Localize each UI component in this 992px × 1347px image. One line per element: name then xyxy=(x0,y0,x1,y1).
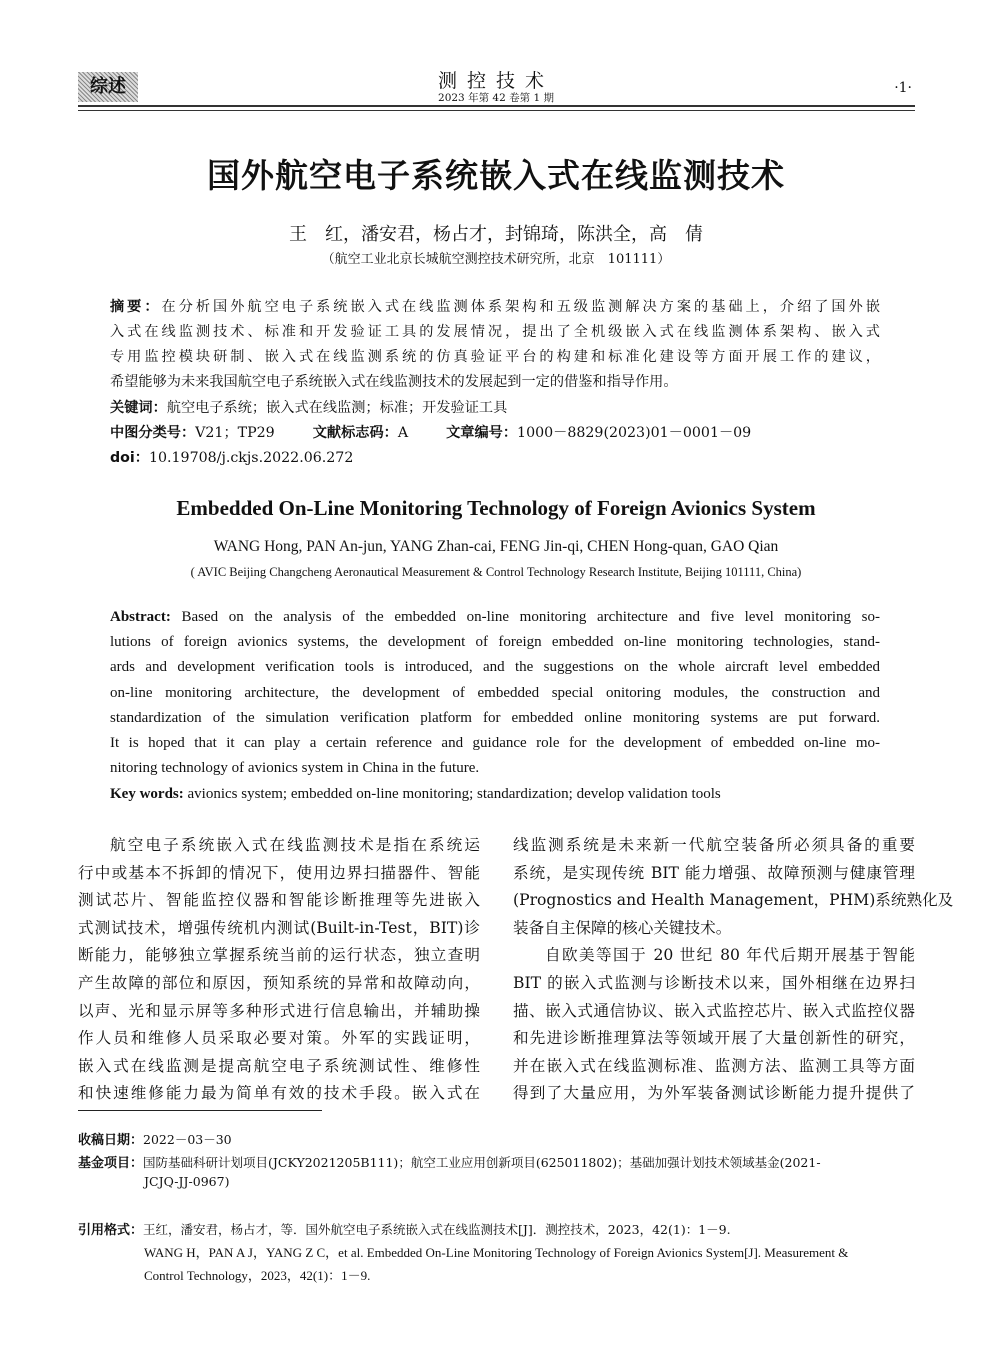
article-number-value: 1000－8829(2023)01－0001－09 xyxy=(517,425,752,441)
keywords-text: 航空电子系统；嵌入式在线监测；标准；开发验证工具 xyxy=(166,400,508,416)
english-title: Embedded On-Line Monitoring Technology of Foreign Avionics System xyxy=(176,496,816,520)
body-column-right xyxy=(513,833,954,1109)
citation-cn-text: 王红，潘安君，杨占才，等．国外航空电子系统嵌入式在线监测技术[J]．测控技术，2023，42(1)：1－9. xyxy=(143,1222,731,1237)
citation-en-line: Control Technology，2023，42(1)：1－9. xyxy=(144,1268,371,1283)
doi-label: doi： xyxy=(110,450,149,466)
journal-volume: 2023 年第 42 卷第 1 期 xyxy=(438,92,554,104)
doc-code-value: A xyxy=(397,425,409,441)
abstract-en-line xyxy=(110,609,880,626)
body-line: 描、嵌入式通信协议、嵌入式监控芯片、嵌入式监控仪器 xyxy=(513,1001,915,1020)
abstract-en-line: It is hoped that it can play a certain reference and guidance role for the development of embedded on-line mo- xyxy=(110,735,880,751)
keywords-en-label: Key words: xyxy=(110,786,184,802)
body-line: 和先进诊断推理算法等领域开展了大量创新性的研究， xyxy=(513,1029,915,1048)
body-line: 测试芯片、智能监控仪器和智能诊断推理等先进嵌入 xyxy=(78,891,480,910)
body-line: 航空电子系统嵌入式在线监测技术是指在系统运 xyxy=(110,836,480,854)
body-line: (Prognostics and Health Management，PHM)系统熟化及 xyxy=(513,891,954,910)
abstract-en-line: lutions of foreign avionics systems, the development of foreign embedded on-line monitoring technologies, stand- xyxy=(110,634,880,650)
paper-title: 国外航空电子系统嵌入式在线监测技术 xyxy=(207,156,785,195)
affiliation: （航空工业北京长城航空测控技术研究所，北京 101111） xyxy=(321,252,671,267)
keywords-cn xyxy=(110,397,880,417)
body-line: BIT 的嵌入式监测与诊断技术以来，国外相继在边界扫 xyxy=(513,973,915,992)
fund-text: 国防基础科研计划项目(JCKY2021205B111)；航空工业应用创新项目(625011802)；基础加强计划技术领域基金(2021- xyxy=(143,1155,821,1170)
abstract-en-text: Based on the analysis of the embedded on-line monitoring architecture and five level monitoring so- xyxy=(181,609,880,625)
body-line: 并在嵌入式在线监测标准、监测方法、监测工具等方面 xyxy=(513,1056,915,1075)
body-line: 自欧美等国于 20 世纪 80 年代后期开展基于智能 xyxy=(545,946,915,965)
abstract-en-line: on-line monitoring architecture, the development of embedded special onitoring modules, the construction and xyxy=(110,685,880,701)
citation-cn xyxy=(78,1219,731,1238)
authors: 王 红，潘安君，杨占才，封锦琦，陈洪全，高 倩 xyxy=(289,224,703,245)
citation-en-line: WANG H，PAN A J，YANG Z C，et al. Embedded On-Line Monitoring Technology of Foreign Avionics System[J]. Measurement & xyxy=(144,1245,849,1260)
header-rule-thin xyxy=(78,110,915,111)
section-badge: 综述 xyxy=(78,72,138,102)
abstract-cn-line: 入式在线监测技术、标准和开发验证工具的发展情况，提出了全机级嵌入式在线监测体系架构、嵌入式 xyxy=(110,324,880,340)
body-line: 线监测系统是未来新一代航空装备所必须具备的重要 xyxy=(513,836,915,854)
body-line: 断能力，能够独立掌握系统当前的运行状态，独立查明 xyxy=(78,946,480,965)
body-line: 和快速维修能力最为简单有效的技术手段。嵌入式在 xyxy=(78,1084,480,1103)
header-rule xyxy=(78,105,915,107)
page-number: ·1· xyxy=(894,80,912,96)
body-line: 式测试技术，增强传统机内测试(Built-in-Test，BIT)诊 xyxy=(78,918,480,937)
keywords-label: 关键词： xyxy=(110,400,167,416)
body-line: 装备自主保障的核心关键技术。 xyxy=(513,918,732,937)
footnote-rule xyxy=(78,1110,322,1111)
body-line: 以声、光和显示屏等多种形式进行信息输出，并辅助操 xyxy=(78,1001,480,1020)
abstract-en-line: standardization of the simulation verification platform for embedded online monitoring systems are put forward. xyxy=(110,710,880,726)
body-column-left xyxy=(78,833,480,1109)
body-line: 行中或基本不拆卸的情况下，使用边界扫描器件、智能 xyxy=(78,863,480,882)
abstract-label: 摘要： xyxy=(110,299,162,315)
fund-label: 基金项目： xyxy=(78,1156,144,1171)
keywords-en xyxy=(110,786,880,803)
keywords-en-text: avionics system; embedded on-line monitoring; standardization; develop validation tools xyxy=(187,786,721,802)
received-label: 收稿日期： xyxy=(78,1133,144,1148)
citation-label: 引用格式： xyxy=(78,1223,144,1238)
received-date xyxy=(78,1129,232,1148)
body-line: 产生故障的部位和原因，预知系统的异常和故障动向， xyxy=(78,973,480,992)
clc-value: V21；TP29 xyxy=(195,425,275,441)
english-affiliation: ( AVIC Beijing Changcheng Aeronautical Measurement & Control Technology Research Institute, Beijing 101111, China) xyxy=(190,565,802,579)
body-line: 作人员和维修人员采取必要对策。外军的实践证明， xyxy=(78,1029,480,1048)
abstract-cn-line: 希望能够为未来我国航空电子系统嵌入式在线监测技术的发展起到一定的借鉴和指导作用。 xyxy=(110,374,678,390)
doi-line xyxy=(110,447,880,467)
abstract-cn-line: 专用监控模块研制、嵌入式在线监测系统的仿真验证平台的构建和标准化建设等方面开展工作的建议， xyxy=(110,349,880,365)
journal-name: 测控技术 xyxy=(437,70,554,92)
doi-value: 10.19708/j.ckjs.2022.06.272 xyxy=(148,450,354,466)
classification-line xyxy=(110,422,880,442)
english-authors: WANG Hong, PAN An-jun, YANG Zhan-cai, FENG Jin-qi, CHEN Hong-quan, GAO Qian xyxy=(213,538,779,555)
clc-label: 中图分类号： xyxy=(110,425,196,441)
article-number-label: 文章编号： xyxy=(446,425,518,441)
body-line: 嵌入式在线监测是提高航空电子系统测试性、维修性 xyxy=(78,1056,480,1075)
body-line: 得到了大量应用，为外军装备测试诊断能力提升提供了 xyxy=(513,1084,915,1103)
abstract-en-label: Abstract: xyxy=(110,609,171,625)
body-line: 系统，是实现传统 BIT 能力增强、故障预测与健康管理 xyxy=(513,863,915,882)
abstract-en-line: ards and development verification tools is introduced, and the suggestions on the whole aircraft level embedded xyxy=(110,659,880,675)
abstract-text: 在分析国外航空电子系统嵌入式在线监测体系架构和五级监测解决方案的基础上，介绍了国外嵌 xyxy=(161,299,880,315)
abstract-cn-line xyxy=(110,296,880,316)
abstract-en-line: nitoring technology of avionics system in China in the future. xyxy=(110,760,480,776)
received-value: 2022－03－30 xyxy=(143,1132,232,1147)
doc-code-label: 文献标志码： xyxy=(312,425,398,441)
fund-line-2: JCJQ-JJ-0967) xyxy=(144,1174,230,1189)
fund-line xyxy=(78,1152,821,1171)
